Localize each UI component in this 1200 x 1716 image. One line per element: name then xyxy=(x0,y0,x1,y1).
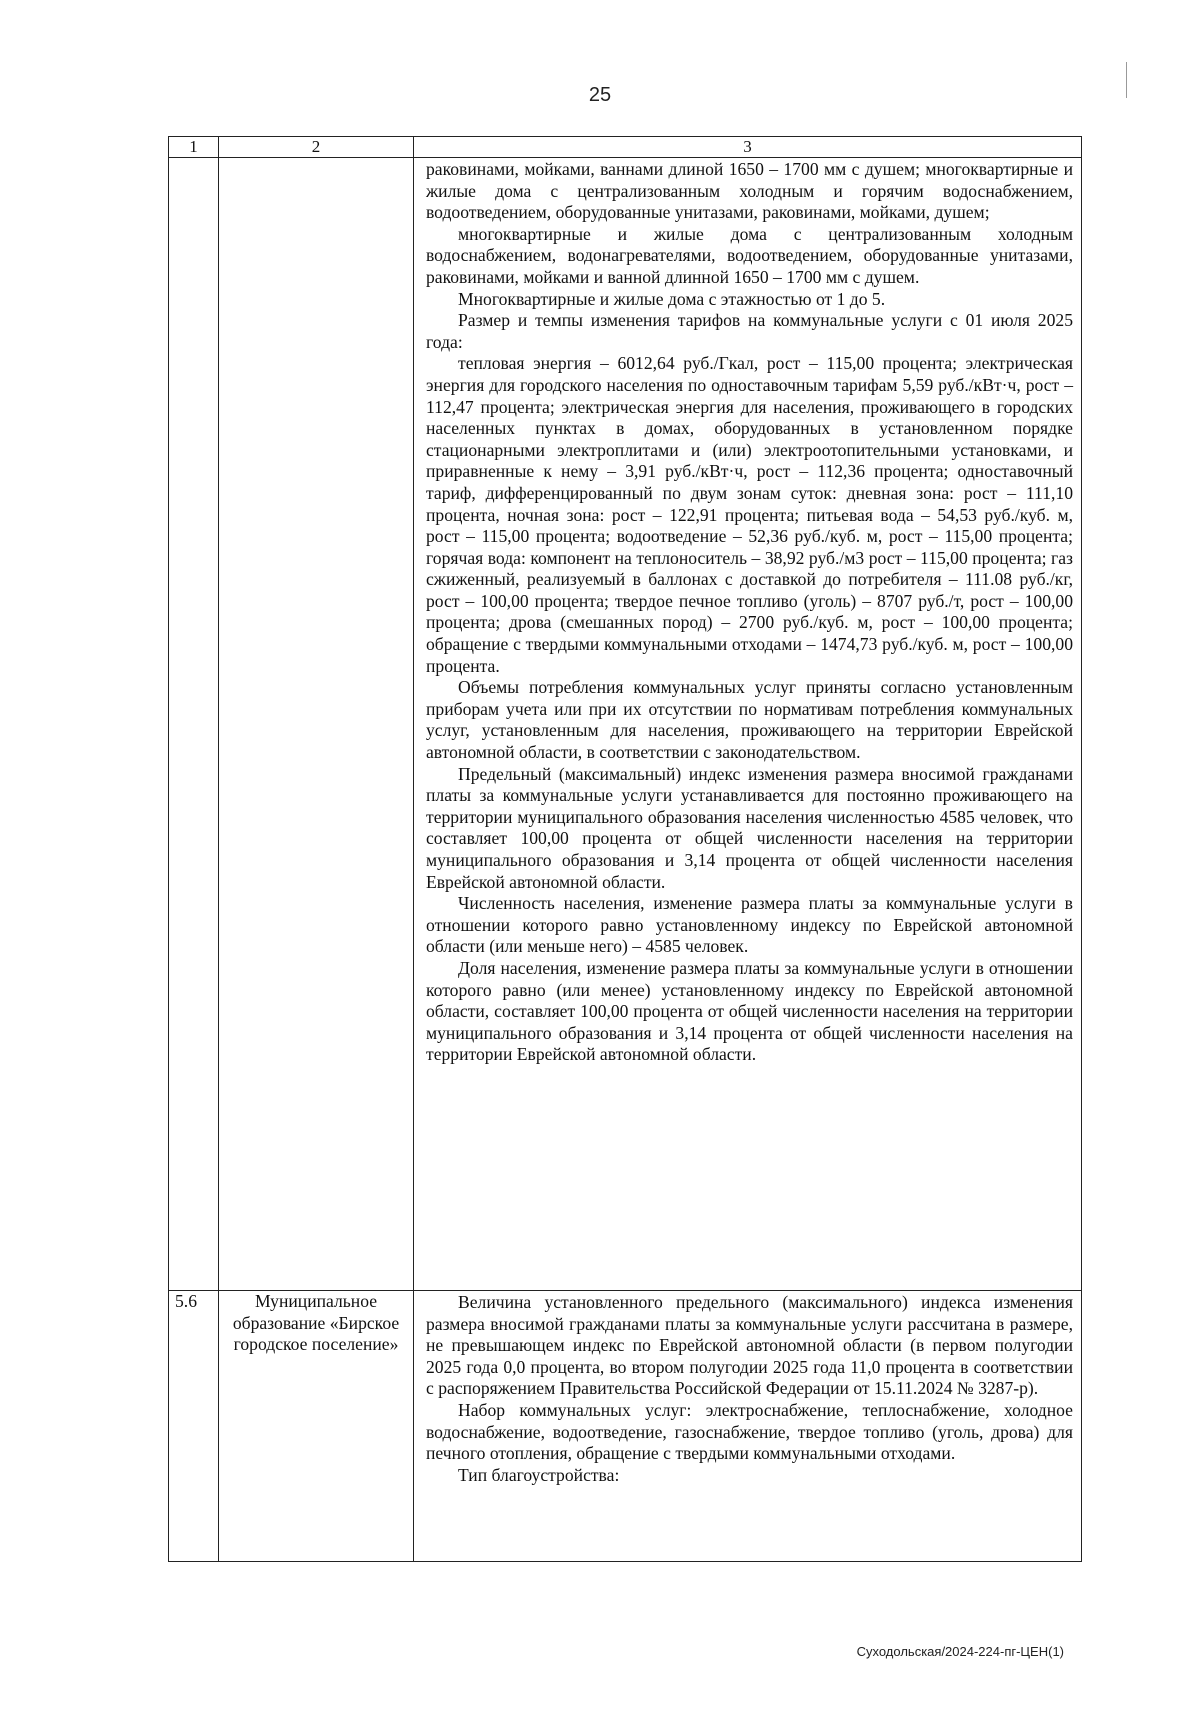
paragraph: Доля населения, изменение размера платы за коммунальные услуги в отношении которого равно (или менее) установленному индексу по Еврейской автономной области, составляет 100,00 процента от общей численности населения на территории муниципального образования и 3,14 процента от общей численности населения на территории Еврейской автономной области. xyxy=(426,957,1073,1065)
scan-edge-mark xyxy=(1126,62,1127,98)
paragraph: Набор коммунальных услуг: электроснабжение, теплоснабжение, холодное водоснабжение, водоотведение, газоснабжение, твердое топливо (уголь, дрова) для печного отопления, обращение с твердыми коммунальными отходами. xyxy=(426,1399,1073,1464)
row-description xyxy=(414,1291,1082,1562)
paragraph: Предельный (максимальный) индекс изменения размера вносимой гражданами платы за коммунальные услуги устанавливается для постоянно проживающего на территории муниципального образования населения численностью 4585 человек, что составляет 100,00 процента от общей численности населения на территории муниципального образования и 3,14 процента от общей численности населения Еврейской автономной области. xyxy=(426,763,1073,892)
paragraph: Численность населения, изменение размера платы за коммунальные услуги в отношении которого равно установленному индексу по Еврейской автономной области (или меньше него) – 4585 человек. xyxy=(426,893,1073,957)
municipality-name xyxy=(219,158,414,1291)
row-number xyxy=(169,158,219,1291)
paragraph: Размер и темпы изменения тарифов на коммунальные услуги с 01 июля 2025 года: xyxy=(426,310,1073,352)
paragraph: тепловая энергия – 6012,64 руб./Гкал, рост – 115,00 процента; электрическая энергия для городского населения по одноставочным тарифам 5,59 руб./кВт·ч, рост – 112,47 процента; электрическая энергия для населения, проживающего в городских населенных пунктах в домах, оборудованных в установленном порядке стационарными электроплитами и (или) электроотопительными установками, и приравненные к нему – 3,91 руб./кВт·ч, рост – 112,36 процента; одноставочный тариф, дифференцированный по двум зонам суток: дневная зона: рост – 111,10 процента, ночная зона: рост – 122,91 процента; питьевая вода – 54,53 руб./куб. м, рост – 115,00 процента; водоотведение – 52,36 руб./куб. м, рост – 115,00 процента; горячая вода: компонент на теплоноситель – 38,92 руб./м3 рост – 115,00 процента; газ сжиженный, реализуемый в баллонах с доставкой до потребителя – 111.08 руб./кг, рост – 100,00 процента; твердое печное топливо (уголь) – 8707 руб./т, рост – 100,00 процента; дрова (смешанных пород) – 2700 руб./куб. м, рост – 100,00 процента; обращение с твердыми коммунальными отходами – 1474,73 руб./куб. м, рост – 100,00 процента. xyxy=(426,353,1073,676)
tariff-table xyxy=(168,136,1082,1562)
page-number: 25 xyxy=(588,84,612,106)
row-number: 5.6 xyxy=(169,1291,219,1562)
header-col-2: 2 xyxy=(219,137,414,158)
table-header-row xyxy=(169,137,1082,158)
paragraph: Объемы потребления коммунальных услуг приняты согласно установленным приборам учета или при их отсутствии по нормативам потребления коммунальных услуг, установленным для населения, проживающего на территории Еврейской автономной области, в соответствии с законодательством. xyxy=(426,677,1073,763)
header-col-3: 3 xyxy=(414,137,1082,158)
paragraph: многоквартирные и жилые дома с централизованным холодным водоснабжением, водонагревателями, водоотведением, оборудованные унитазами, раковинами, мойками и ванной длинной 1650 – 1700 мм с душем. xyxy=(426,223,1073,287)
paragraph: Тип благоустройства: xyxy=(458,1464,620,1485)
paragraph: раковинами, мойками, ваннами длиной 1650 – 1700 мм с душем; многоквартирные и жилые дома с централизованным холодным и горячим водоснабжением, водоотведением, оборудованные унитазами, раковинами, мойками, душем; xyxy=(426,159,1073,223)
paragraph: Величина установленного предельного (максимального) индекса изменения размера вносимой гражданами платы за коммунальные услуги рассчитана в размере, не превышающем индекс по Еврейской автономной области (в первом полугодии 2025 года 0,0 процента, во втором полугодии 2025 года 11,0 процента в соответствии с распоряжением Правительства Российской Федерации от 15.11.2024 № 3287-р). xyxy=(426,1292,1073,1399)
header-col-1: 1 xyxy=(169,137,219,158)
document-stamp: Суходольская/2024-224-пг-ЦЕН(1) xyxy=(856,1644,1064,1659)
table-row-5-6 xyxy=(169,1291,1082,1562)
table-row-continued xyxy=(169,158,1082,1291)
paragraph: Многоквартирные и жилые дома с этажностью от 1 до 5. xyxy=(458,288,886,309)
row-description xyxy=(414,158,1082,1291)
municipality-name: Муниципальное образование «Бирское городское поселение» xyxy=(219,1291,414,1562)
